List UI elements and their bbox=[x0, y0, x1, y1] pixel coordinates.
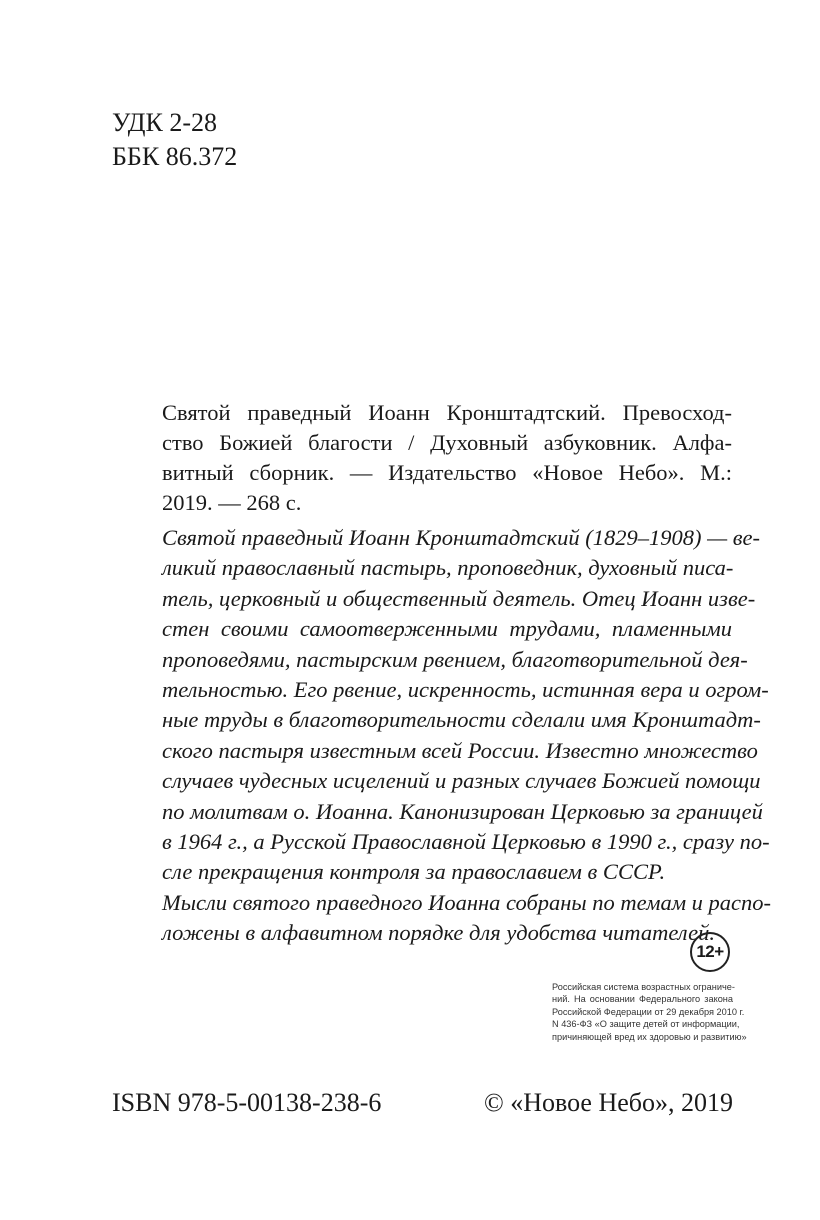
copyright: © «Новое Небо», 2019 bbox=[483, 1088, 733, 1117]
annotation-line: ложены в алфавитном порядке для удобства читателей. bbox=[162, 920, 715, 946]
annotation-line: случаев чудесных исцелений и разных случаев Божией помощи bbox=[162, 768, 761, 794]
age-rating-notice-line: N 436-ФЗ «О защите детей от информации, bbox=[552, 1019, 740, 1030]
udk-code: УДК 2-28 bbox=[112, 108, 218, 137]
annotation-line: проповедями, пастырским рвением, благотворительной дея- bbox=[162, 646, 748, 672]
annotation-line: тель, церковный и общественный деятель. Отец Иоанн изве- bbox=[162, 585, 756, 611]
annotation-line: по молитвам о. Иоанна. Канонизирован Церковью за границей bbox=[162, 798, 763, 824]
age-rating-notice-line: ний. На основании Федерального закона bbox=[552, 994, 733, 1005]
annotation-line: ликий православный пастырь, проповедник, духовный писа- bbox=[162, 555, 734, 581]
bibliographic-record bbox=[162, 398, 732, 518]
classification-codes bbox=[112, 106, 237, 174]
annotation-line: ского пастыря известным всей России. Известно множество bbox=[162, 737, 758, 763]
annotation-line: стен своими самоотверженными трудами, пламенными bbox=[162, 616, 732, 642]
bibliographic-line: Святой праведный Иоанн Кронштадтский. Превосход- bbox=[162, 400, 732, 425]
bibliographic-line: 2019. — 268 с. bbox=[162, 490, 302, 515]
bbk-code: ББК 86.372 bbox=[112, 142, 238, 171]
bibliographic-line: ство Божией благости / Духовный азбуковник. Алфа- bbox=[162, 430, 732, 455]
isbn: ISBN 978-5-00138-238-6 bbox=[112, 1088, 382, 1117]
age-rating-badge: 12+ bbox=[690, 932, 730, 972]
annotation-line: тельностью. Его рвение, искренность, истинная вера и огром- bbox=[162, 677, 769, 703]
annotation-line: сле прекращения контроля за православием в СССР. bbox=[162, 859, 666, 885]
annotation-line: Святой праведный Иоанн Кронштадтский (1829–1908) — ве- bbox=[162, 525, 760, 550]
bibliographic-line: витный сборник. — Издательство «Новое Небо». М.: bbox=[162, 460, 732, 485]
annotation-line: ные труды в благотворительности сделали имя Кронштадт- bbox=[162, 707, 761, 733]
annotation-line: в 1964 г., а Русской Православной Церковью в 1990 г., сразу по- bbox=[162, 829, 770, 855]
annotation bbox=[162, 523, 772, 949]
age-rating-notice-line: Российской Федерации от 29 декабря 2010 г. bbox=[552, 1006, 745, 1017]
age-rating-notice-line: Российская система возрастных ограниче- bbox=[552, 982, 735, 992]
annotation-line: Мысли святого праведного Иоанна собраны по темам и распо- bbox=[162, 889, 772, 915]
age-rating-notice bbox=[552, 981, 747, 1043]
age-rating-notice-line: причиняющей вред их здоровью и развитию» bbox=[552, 1031, 747, 1042]
